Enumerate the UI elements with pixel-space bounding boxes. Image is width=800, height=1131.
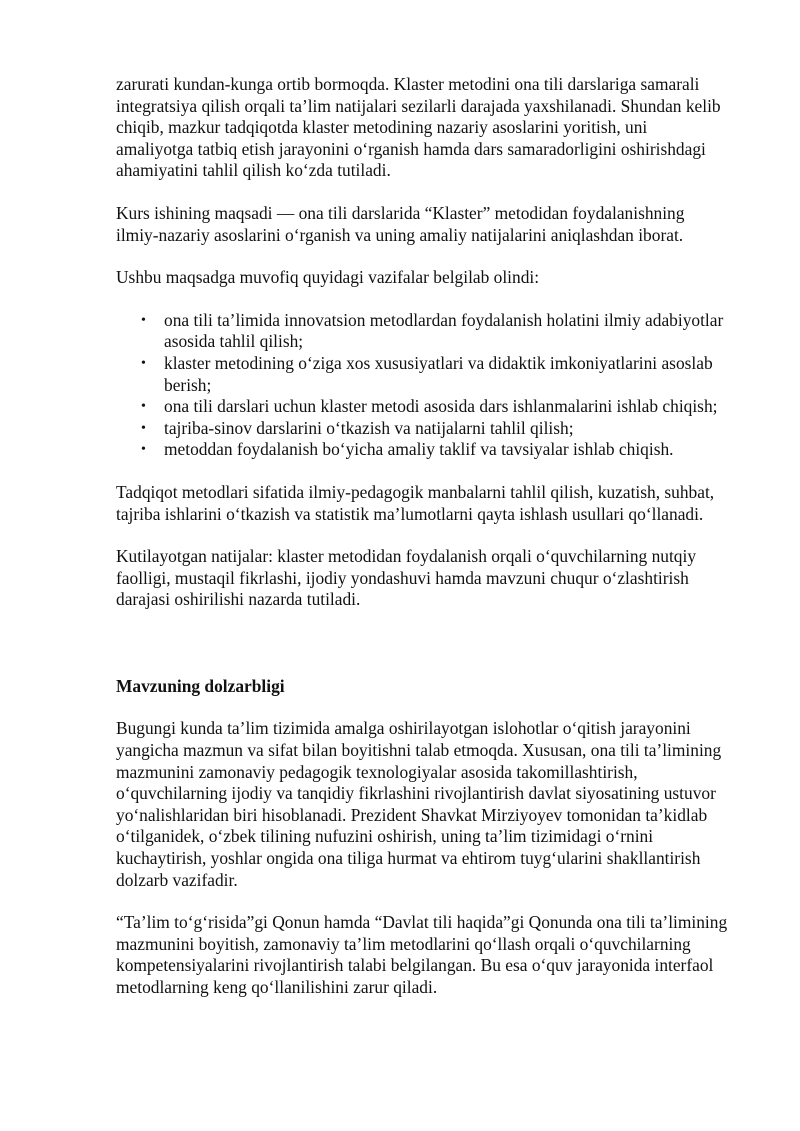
list-item-text: tajriba-sinov darslarini o‘tkazish va natijalarni tahlil qilish;	[164, 417, 574, 438]
bullet-icon: •	[141, 312, 146, 328]
list-item	[116, 418, 728, 440]
section-spacer	[116, 632, 728, 676]
list-item-text: ona tili darslari uchun klaster metodi asosida dars ishlanmalarini ishlab chiqish;	[164, 396, 718, 417]
list-item	[116, 310, 728, 353]
methods-paragraph: Tadqiqot metodlari sifatida ilmiy-pedagogik manbalarni tahlil qilish, kuzatish, suhbat, tajriba ishlarini o‘tkazish va statistik ma’lumotlarni qayta ishlash usullari qo‘llanadi.	[116, 481, 715, 524]
document-page	[116, 74, 728, 1020]
list-item	[116, 353, 728, 396]
course-goal-paragraph: Kurs ishining maqsadi — ona tili darslarida “Klaster” metodidan foydalanishning ilmiy-nazariy asoslarini o‘rganish va uning amaliy natijalarini aniqlashdan iborat.	[116, 202, 685, 245]
tasks-list	[116, 310, 728, 461]
section-heading: Mavzuning dolzarbligi	[116, 675, 285, 696]
list-item-text: klaster metodining o‘ziga xos xususiyatlari va didaktik imkoniyatlarini asoslab berish;	[164, 352, 713, 395]
list-item-text: metoddan foydalanish bo‘yicha amaliy taklif va tavsiyalar ishlab chiqish.	[164, 439, 674, 460]
list-item-text: ona tili ta’limida innovatsion metodlardan foydalanish holatini ilmiy adabiyotlar asosida tahlil qilish;	[164, 309, 724, 352]
expected-results-paragraph: Kutilayotgan natijalar: klaster metodidan foydalanish orqali o‘quvchilarning nutqiy faolligi, mustaqil fikrlashi, ijodiy yondashuvi hamda mavzuni chuqur o‘zlashtirish darajasi oshirilishi nazarda tutiladi.	[116, 546, 697, 610]
intro-paragraph-1: zarurati kundan-kunga ortib bormoqda. Klaster metodini ona tili darslariga samarali integratsiya qilish orqali ta’lim natijalari sezilarli darajada yaxshilanadi. Shundan kelib chiqib, mazkur tadqiqotda klaster metodining nazariy asoslarini yoritish, uni amaliyotga tatbiq etish jarayonini o‘rganish hamda dars samaradorligini oshirishdagi ahamiyatini tahlil qilish ko‘zda tutiladi.	[116, 74, 721, 181]
relevance-paragraph-1: Bugungi kunda ta’lim tizimida amalga oshirilayotgan islohotlar o‘qitish jarayonini yangicha mazmun va sifat bilan boyitishni talab etmoqda. Xususan, ona tili ta’limining mazmunini zamonaviy pedagogik texnologiyalar asosida takomillashtirish, o‘quvchilarning ijodiy va tanqidiy fikrlashini rivojlantirish davlat siyosatining ustuvor yo‘nalishlaridan biri hisoblanadi. Prezident Shavkat Mirziyoyev tomonidan ta’kidlab o‘tilganidek, o‘zbek tilining nufuzini oshirish, uning ta’lim tizimidagi o‘rnini kuchaytirish, yoshlar ongida ona tiliga hurmat va ehtirom tuyg‘ularini shakllantirish dolzarb vazifadir.	[116, 718, 722, 890]
list-item	[116, 396, 728, 418]
tasks-intro-paragraph: Ushbu maqsadga muvofiq quyidagi vazifalar belgilab olindi:	[116, 267, 540, 288]
bullet-icon: •	[141, 420, 146, 436]
list-item	[116, 439, 728, 461]
bullet-icon: •	[141, 355, 146, 371]
bullet-icon: •	[141, 399, 146, 415]
bullet-icon: •	[141, 442, 146, 458]
relevance-paragraph-2: “Ta’lim to‘g‘risida”gi Qonun hamda “Davlat tili haqida”gi Qonunda ona tili ta’limining mazmunini boyitish, zamonaviy ta’lim metodlarini qo‘llash orqali o‘quvchilarning kompetensiyalarini rivojlantirish talabi belgilangan. Bu esa o‘quv jarayonida interfaol metodlarning keng qo‘llanilishini zarur qiladi.	[116, 912, 728, 997]
